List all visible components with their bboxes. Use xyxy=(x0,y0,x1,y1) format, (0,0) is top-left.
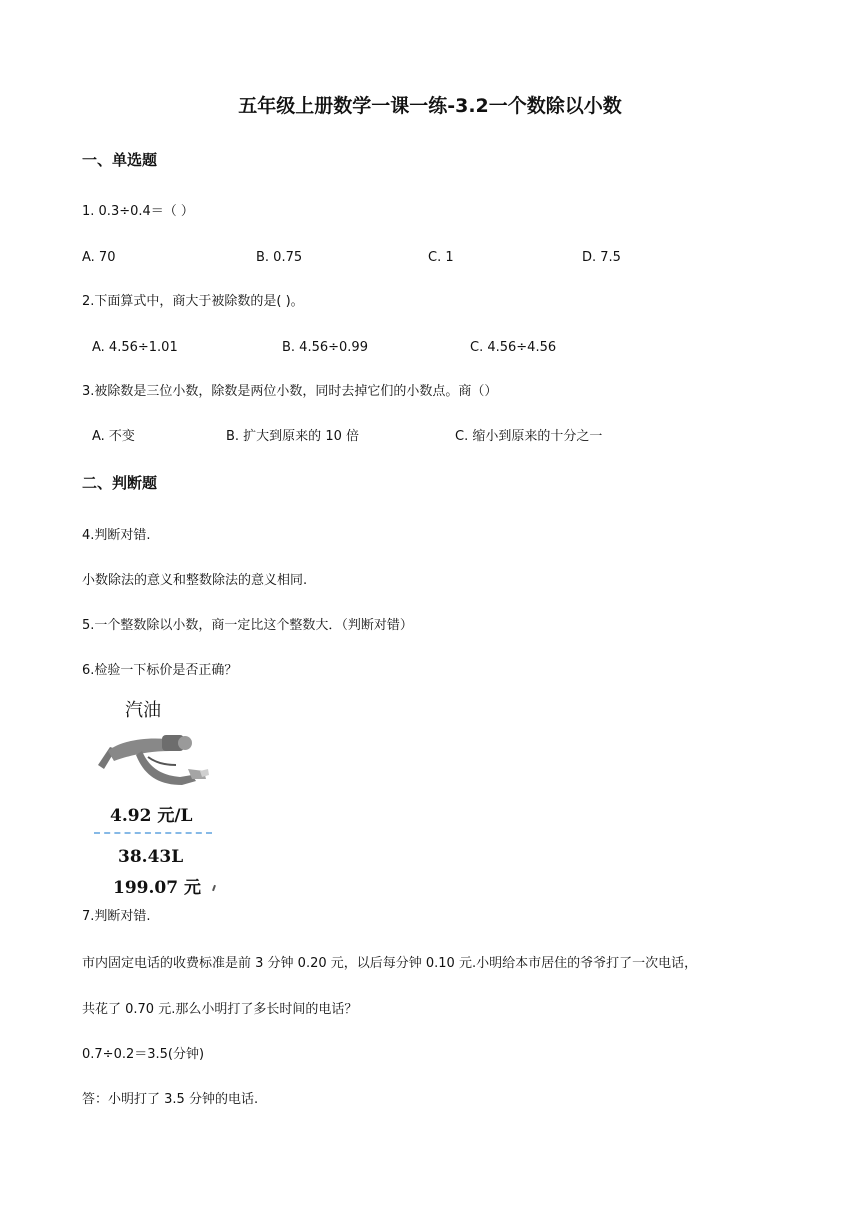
question-3-option-a: A. 不变 xyxy=(92,429,135,444)
question-3-option-b: B. 扩大到原来的 10 倍 xyxy=(226,429,359,444)
question-2-option-a: A. 4.56÷1.01 xyxy=(92,340,178,355)
question-7-line-2: 共花了 0.70 元.那么小明打了多长时间的电话？ xyxy=(82,1002,358,1017)
question-2-option-b: B. 4.56÷0.99 xyxy=(282,340,368,355)
question-1-option-b: B. 0.75 xyxy=(256,250,303,265)
figure-mark xyxy=(212,885,216,891)
figure-label: 汽油 xyxy=(125,700,161,721)
section-heading-single-choice: 一、单选题 xyxy=(82,151,158,169)
question-1-option-a: A. 70 xyxy=(82,250,116,265)
question-7-stem: 7.判断对错. xyxy=(82,909,151,924)
section-heading-judgment: 二、判断题 xyxy=(82,474,158,492)
question-4-stem: 4.判断对错. xyxy=(82,528,151,543)
figure-total: 199.07 元 xyxy=(113,878,201,898)
question-7-line-3: 0.7÷0.2＝3.5(分钟) xyxy=(82,1047,205,1062)
fuel-nozzle-icon xyxy=(88,721,218,811)
page-title: 五年级上册数学一课一练-3.2一个数除以小数 xyxy=(238,95,622,117)
figure-liters: 38.43L xyxy=(118,847,184,867)
question-7-line-4: 答：小明打了 3.5 分钟的电话. xyxy=(82,1092,259,1107)
question-6-stem: 6.检验一下标价是否正确？ xyxy=(82,663,238,678)
question-1-stem: 1. 0.3÷0.4＝（ ） xyxy=(82,204,194,219)
question-5-stem: 5.一个整数除以小数，商一定比这个整数大．（判断对错） xyxy=(82,618,413,633)
question-1-option-d: D. 7.5 xyxy=(582,250,621,265)
question-2-stem: 2.下面算式中，商大于被除数的是( )。 xyxy=(82,294,304,309)
gas-price-figure xyxy=(88,693,218,898)
question-3-option-c: C. 缩小到原来的十分之一 xyxy=(455,429,603,444)
question-4-body: 小数除法的意义和整数除法的意义相同. xyxy=(82,573,308,588)
question-7-line-1: 市内固定电话的收费标准是前 3 分钟 0.20 元，以后每分钟 0.10 元.小明给本市居住的爷爷打了一次电话， xyxy=(82,956,698,971)
question-3-stem: 3.被除数是三位小数，除数是两位小数，同时去掉它们的小数点。商（） xyxy=(82,384,498,399)
figure-price: 4.92 元/L xyxy=(110,806,193,826)
question-2-option-c: C. 4.56÷4.56 xyxy=(470,340,557,355)
question-1-option-c: C. 1 xyxy=(428,250,454,265)
figure-divider xyxy=(94,832,212,834)
